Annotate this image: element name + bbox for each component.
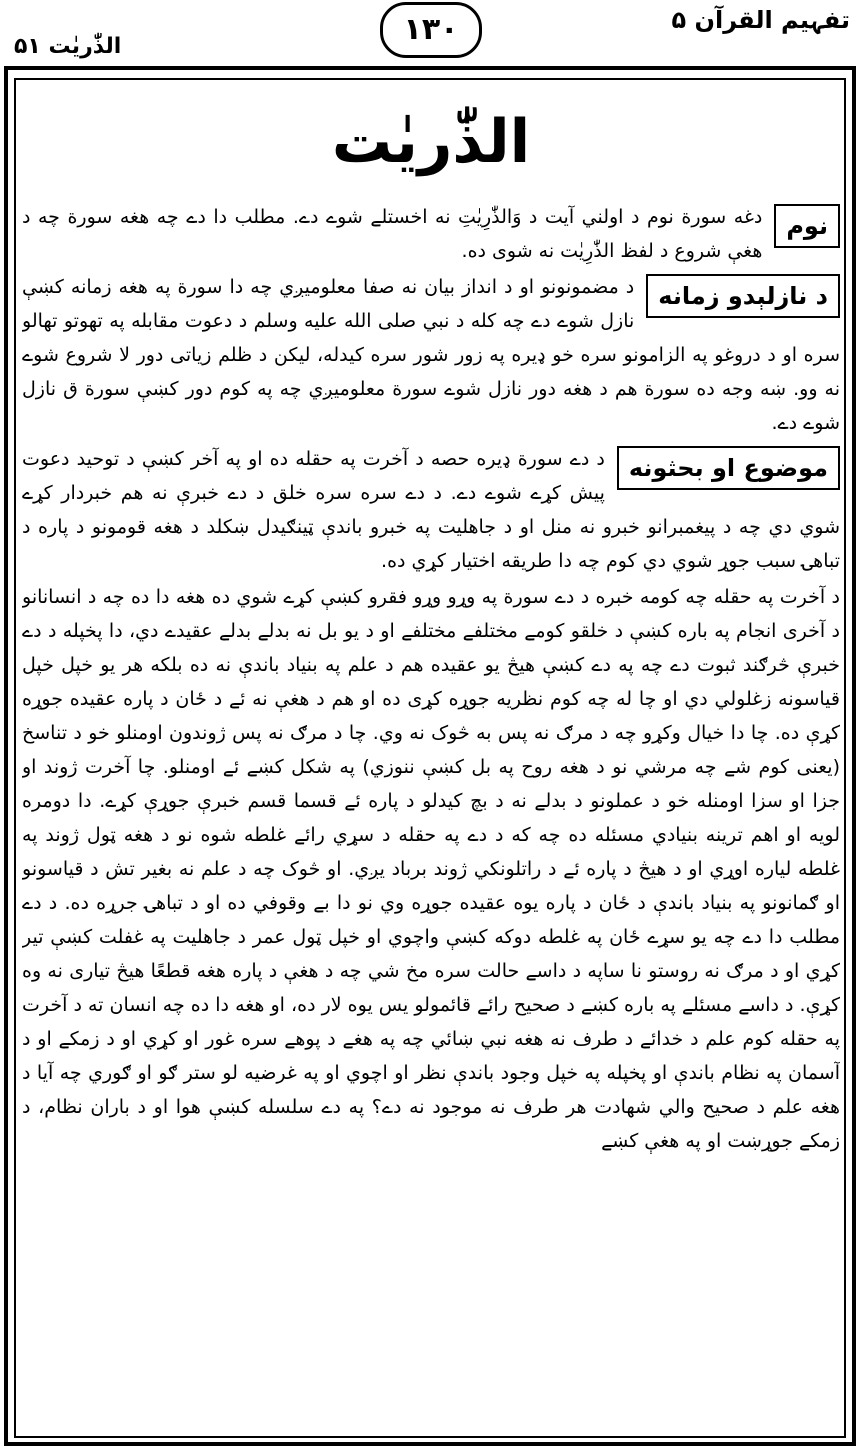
section-heading-topics: موضوع او بحثونه [617,446,840,490]
page-content [22,84,840,1430]
section-text-hereafter: د آخرت په حقله چه کومه خبره د دے سورة په وړو وړو فقرو کښې کړے شوي ده هغه دا ده چه د انسانانو د آخری انجام په باره کښې د خلقو کومے مختلفے مختلفے او د یو بل نه بدلے بدلے عقیدے دي، دا پخپله د دے خبرې څرګند ثبوت دے چه په دے کښې هیڅ یو عقیده هم د علم په بنیاد باندې نه ده بلکه هر یو خپل خپل قیاسونه زغلولي دي او چا له چه کوم نظریه جوړه کړی ده او هم د هغې نه ئے د ځان د پاره عقیده جوړه کړې ده. چا دا خیال وکړو چه د مرګ نه پس به څوک نه وي. چا د مرګ نه پس ژوندون اومنلو خو د تناسخ (یعنی کوم شے چه مرشي نو د هغه روح په بل کښې ننوزي) په شکل کښے ئے اومنلو. چا آخرت ژوند او جزا او سزا اومنله خو د عملونو د بدلے نه د بچ کیدلو د پاره ئے قسما قسم خبرې جوړې کړے. دا دومره لویه او اهم ترینه بنیادي مسئله ده چه که د دے په حقله د سړي رائے غلطه شوه نو د هغه ټول ژوند په غلطه لیاره اوړي او د هیڅ د پاره ئے د راتلونکي ژوند برباد یږي. او څوک چه د علم نه بغیر تش د قیاسونو او ګمانونو په بنیاد باندې د ځان د پاره یوه عقیده جوړه وي نو دا بے وقوفي ده او د تباهۍ جرړه ده. د دے مطلب دا دے چه یو سړے ځان په غلطه دوکه کښې واچوي او خپل ټول عمر د جاهلیت په غفلت کښې تیر کړي او د مرګ نه روستو نا ساپه د داسے حالت سره مخ شي چه د هغې د پاره هغه قطعًا هیڅ تیاری نه وه کړې. د داسے مسئلے په باره کښے د صحیح رائے قائمولو یس یوه لار ده، او هغه دا ده چه انسان ته د آخرت په حقله کوم علم د خدائے د طرف نه هغه نبي ښائي چه په هغے د پوهے سره غور او کړي او د زمکے او د آسمان په نظام باندې او پخپله په خپل وجود باندې نظر او اچوي او په غرضیه لو ستر ګو او ګوري چه آیا د هغه علم د صحیح والي شهادت هر طرف نه موجود نه دے؟ په دے سلسله کښې هوا او د باران نظام، د زمکے جوړښت او په هغې کښے [22,586,840,1152]
book-title: تفہیم القرآن ۵ [671,6,850,34]
section-heading-name: نوم [774,204,840,248]
section-name [22,200,840,268]
section-paragraph [22,200,840,268]
section-text-revelation: د مضمونونو او د انداز بیان نه صفا معلومیږي چه دا سورة په هغه زمانه کښې نازل شوے دے چه کله د نبي صلی الله علیه وسلم د دعوت مقابله په تهوتو تهالو سره او د دروغو په الزامونو سره خو ډیره په زور شور سره کیدله، لیکن د ظلم زياتی دور لا شروع شوے نه وو. ښه وجه ده سورة هم د هغه دور نازل شوے سورة معلومیږي چه په کوم دور کښې سورة ق نازل شوے دے. [22,276,840,434]
surah-title: الذّٰریٰت [331,107,531,177]
section-text-name: دغه سورة نوم د اولني آيت د وَالذّٰرِيٰتِ نه اخستلے شوے دے. مطلب دا دے چه هغه سورة چه د هغې شروع د لفظ الذّٰرِيٰت نه شوی ده. [22,206,763,262]
page-header [0,0,864,64]
section-paragraph [22,442,840,578]
page-number: ۱۳۰ [380,2,482,58]
section-paragraph [22,270,840,440]
section-topics [22,442,840,578]
section-hereafter [22,580,840,1158]
section-text-topics: د دے سورة ډیره حصه د آخرت په حقله ده او په آخر کښې د توحید دعوت پیش کړے شوے دے. د دے سره سره خلق د دے خبرې نه هم خبردار کړے شوي دي چه د پیغمبرانو خبرو نه منل او د جاهلیت په خبرو باندې ټینګیدل ښکلد د هغه قومونو د پاره د تباهۍ سبب جوړ شوي دي کوم چه دا طریقه اختیار کړي ده. [22,448,840,572]
section-heading-revelation: د نازلېدو زمانه [646,274,840,318]
surah-reference: الذّٰریٰت ۵۱ [14,34,122,59]
section-paragraph [22,580,840,1158]
section-revelation-period [22,270,840,440]
